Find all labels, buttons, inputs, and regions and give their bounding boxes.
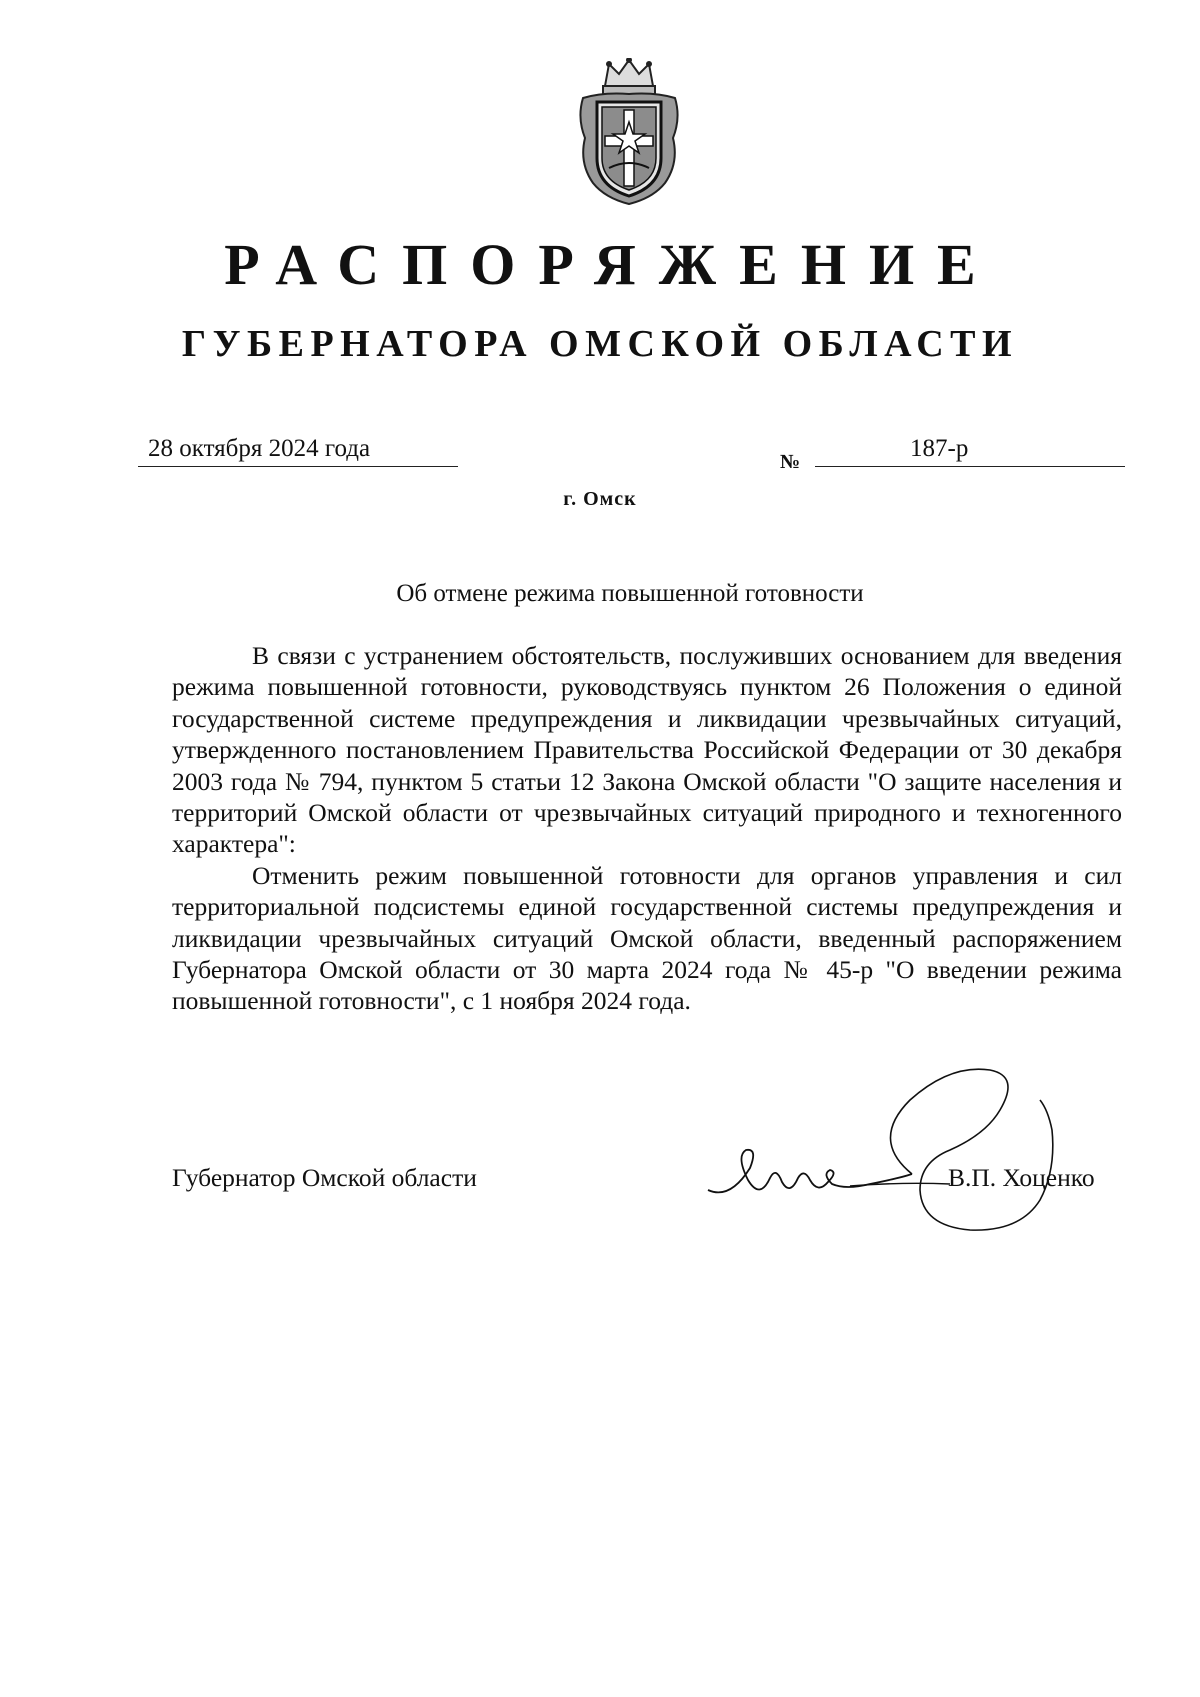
document-title: РАСПОРЯЖЕНИЕ	[224, 232, 999, 297]
document-number: 187-р	[815, 432, 1125, 467]
document-city: г. Омск	[563, 488, 637, 510]
number-sign: №	[780, 451, 801, 473]
body-paragraph: В связи с устранением обстоятельств, послуживших основанием для введения режима повышенной готовности, руководствуясь пунктом 26 Положения о единой государственной системе предупреждения и ликвидации чрезвычайных ситуаций, утвержденного постановлением Правительства Российской Федерации от 30 декабря 2003 года № 794, пунктом 5 статьи 12 Закона Омской области "О защите населения и территорий Омской области от чрезвычайных ситуаций природного и техногенного характера":	[172, 641, 1122, 859]
document-heading: Об отмене режима повышенной готовности	[396, 580, 864, 607]
handwritten-signature	[700, 1050, 1060, 1240]
coat-of-arms-icon	[575, 58, 683, 206]
document-date: 28 октября 2024 года	[138, 432, 458, 467]
document-subtitle: ГУБЕРНАТОРА ОМСКОЙ ОБЛАСТИ	[181, 323, 1019, 365]
signatory-title: Губернатор Омской области	[172, 1163, 477, 1192]
document-body	[172, 640, 1122, 1017]
body-paragraph: Отменить режим повышенной готовности для органов управления и сил территориальной подсистемы единой государственной системы предупреждения и ликвидации чрезвычайных ситуаций Омской области, введенный распоряжением Губернатора Омской области от 30 марта 2024 года № 45-р "О введении режима повышенной готовности", с 1 ноября 2024 года.	[172, 860, 1122, 1016]
signatory-name: В.П. Хоценко	[948, 1163, 1095, 1192]
